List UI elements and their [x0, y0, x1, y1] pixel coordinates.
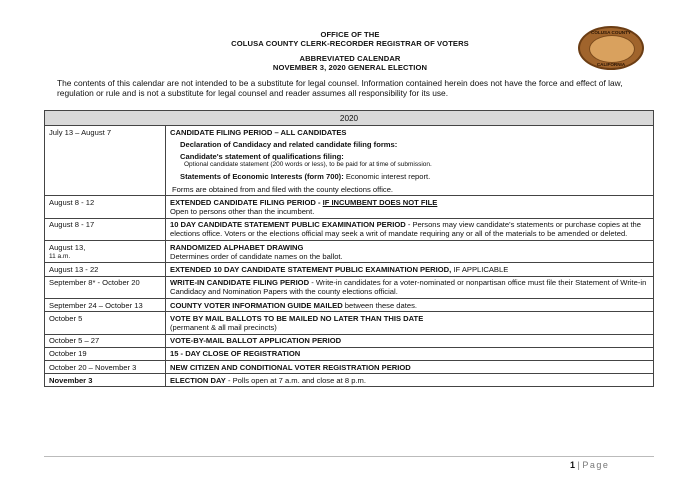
- table-row: [45, 241, 654, 263]
- event-title: ELECTION DAY: [170, 375, 226, 385]
- event-cell: [166, 263, 654, 276]
- table-row: [45, 347, 654, 360]
- date-cell: [45, 241, 166, 263]
- event-cell: [166, 218, 654, 240]
- event-title: CANDIDATE FILING PERIOD – ALL CANDIDATES: [170, 127, 347, 137]
- event-cell: [166, 299, 654, 312]
- event-cell: [166, 374, 654, 387]
- date-cell: August 8 - 12: [45, 196, 166, 218]
- event-title: VOTE-BY-MAIL BALLOT APPLICATION PERIOD: [166, 334, 654, 347]
- page-number-value: 1: [570, 460, 576, 470]
- event-description: - Persons may view candidate's statements or purchase copies at the elections office. Voters or the elections official may seek a writ of mandate requiring any or all of the materials to be amended or deleted.: [170, 220, 642, 239]
- event-description: Determines order of candidate names on the ballot.: [170, 251, 343, 261]
- date-cell: August 13 - 22: [45, 263, 166, 276]
- event-cell: [166, 126, 654, 196]
- event-cell: [166, 241, 654, 263]
- date-line: August 13,: [49, 242, 86, 252]
- event-title: EXTENDED CANDIDATE FILING PERIOD -: [170, 197, 323, 207]
- event-title: VOTE BY MAIL BALLOTS TO BE MAILED NO LATER THAN THIS DATE: [170, 313, 424, 323]
- date-cell: September 8* - October 20: [45, 276, 166, 298]
- event-description: IF APPLICABLE: [451, 264, 509, 274]
- event-title: 15 - DAY CLOSE OF REGISTRATION: [166, 347, 654, 360]
- seal-bottom-text: CALIFORNIA: [596, 62, 626, 67]
- table-row: [45, 196, 654, 218]
- event-footer-note: Forms are obtained from and filed with the county elections office.: [172, 184, 394, 194]
- year-label: 2020: [45, 111, 654, 126]
- event-description: - Polls open at 7 a.m. and close at 8 p.m.: [225, 375, 366, 385]
- date-cell: September 24 – October 13: [45, 299, 166, 312]
- page-number: [570, 460, 609, 470]
- page-label: Page: [582, 460, 610, 470]
- date-cell: October 5: [45, 312, 166, 334]
- office-title: OFFICE OF THE: [320, 30, 380, 39]
- event-title: 10 DAY CANDIDATE STATEMENT PUBLIC EXAMINATION PERIOD: [170, 220, 406, 230]
- year-header-row: [45, 111, 654, 126]
- date-cell: October 20 – November 3: [45, 361, 166, 374]
- seal-top-text: COLUSA COUNTY: [591, 30, 631, 35]
- event-cell: [166, 196, 654, 218]
- event-title: COUNTY VOTER INFORMATION GUIDE MAILED: [170, 300, 343, 310]
- date-cell: October 5 – 27: [45, 334, 166, 347]
- date-cell: November 3: [45, 374, 166, 387]
- event-description: Open to persons other than the incumbent.: [170, 206, 315, 216]
- event-subheading: Declaration of Candidacy and related candidate filing forms:: [180, 139, 398, 149]
- seal-emblem: [589, 35, 635, 63]
- date-cell: August 8 - 17: [45, 218, 166, 240]
- event-description: - Write-in candidates for a voter-nominated or nonpartisan office must file their Statement of Write-in Candidacy and Nomination Papers with the county elections official.: [170, 278, 647, 297]
- event-title: WRITE-IN CANDIDATE FILING PERIOD: [170, 278, 310, 288]
- event-title: NEW CITIZEN AND CONDITIONAL VOTER REGISTRATION PERIOD: [166, 361, 654, 374]
- event-title-line: [170, 198, 649, 207]
- event-description: between these dates.: [342, 300, 417, 310]
- event-title-underlined: IF INCUMBENT DOES NOT FILE: [322, 197, 438, 207]
- table-row: [45, 299, 654, 312]
- table-row: [45, 374, 654, 387]
- event-cell: [166, 312, 654, 334]
- time-line: 11 a.m.: [49, 252, 71, 260]
- footer-divider: [44, 456, 654, 457]
- county-seal-icon: [578, 26, 644, 70]
- calendar-title: ABBREVIATED CALENDAR: [299, 54, 401, 63]
- event-subheading-rest: Economic interest report.: [343, 172, 431, 182]
- event-note: Optional candidate statement (200 words or less), to be paid for at time of submission.: [184, 161, 432, 169]
- event-subheading-bold: Statements of Economic Interests (form 700):: [180, 172, 344, 182]
- calendar-table: [44, 110, 654, 387]
- event-subheading: Candidate's statement of qualifications filing:: [180, 152, 344, 162]
- date-cell: October 19: [45, 347, 166, 360]
- disclaimer-paragraph: The contents of this calendar are not intended to be a substitute for legal counsel. Information contained herein does not have the force and effect of law, regulation or rule and is not a substitute for legal counsel and reader assumes all responsibility for its use.: [57, 78, 623, 99]
- table-row: [45, 263, 654, 276]
- table-row: [45, 334, 654, 347]
- event-title: EXTENDED 10 DAY CANDIDATE STATEMENT PUBLIC EXAMINATION PERIOD,: [170, 264, 452, 274]
- event-title: RANDOMIZED ALPHABET DRAWING: [170, 242, 304, 252]
- office-name: COLUSA COUNTY CLERK-RECORDER REGISTRAR OF VOTERS: [231, 39, 469, 48]
- table-row: [45, 312, 654, 334]
- election-title: NOVEMBER 3, 2020 GENERAL ELECTION: [272, 63, 428, 72]
- page-separator: |: [577, 460, 580, 470]
- table-row: [45, 361, 654, 374]
- event-cell: [166, 276, 654, 298]
- table-row: [45, 126, 654, 196]
- event-subheading: [180, 172, 649, 181]
- table-row: [45, 218, 654, 240]
- table-row: [45, 276, 654, 298]
- event-description: (permanent & all mail precincts): [170, 322, 277, 332]
- date-cell: July 13 – August 7: [45, 126, 166, 196]
